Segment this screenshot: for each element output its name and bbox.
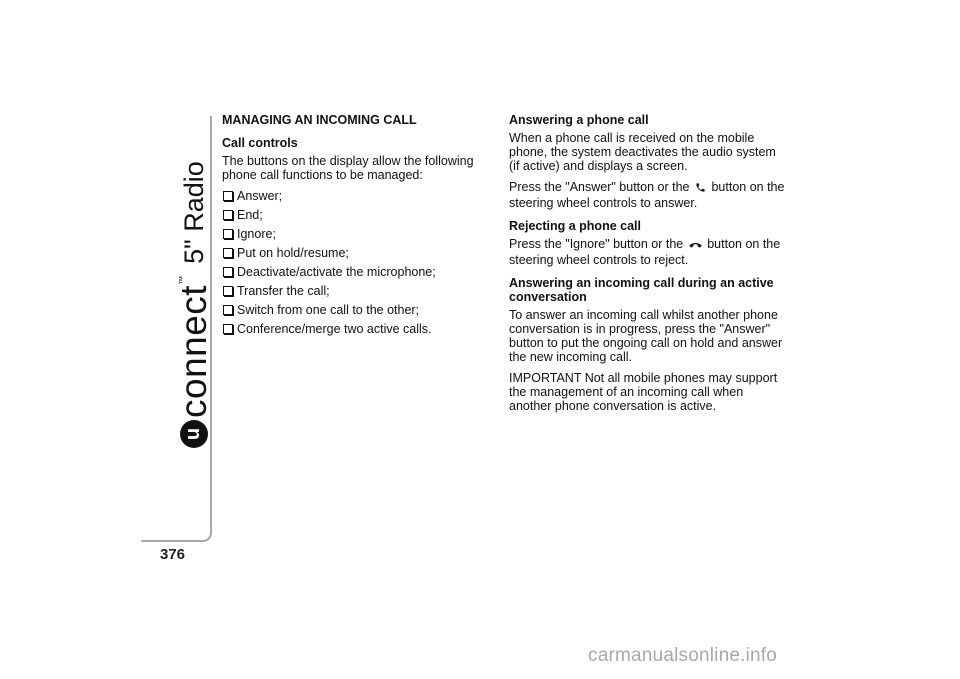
list-item: Put on hold/resume;: [222, 246, 494, 260]
uconnect-brand: [175, 161, 213, 448]
left-column: [222, 113, 494, 341]
list-item: Switch from one call to the other;: [222, 303, 494, 317]
phone-answer-icon: [695, 182, 706, 196]
call-controls-intro: The buttons on the display allow the following phone call functions to be managed:: [222, 154, 474, 182]
answering-para-1: When a phone call is received on the mobile phone, the system deactivates the audio system (if active) and displays a screen.: [509, 131, 776, 173]
brand-model: 5" Radio: [179, 161, 209, 264]
list-item: Answer;: [222, 189, 494, 203]
list-item: Transfer the call;: [222, 284, 494, 298]
rejecting-heading: Rejecting a phone call: [509, 219, 641, 233]
call-functions-list: [222, 189, 494, 336]
answering-para-2: Press the "Answer" button or the button on the steering wheel controls to answer.: [509, 180, 785, 210]
uconnect-logo-icon: u: [180, 420, 208, 448]
list-item: Deactivate/activate the microphone;: [222, 265, 494, 279]
rejecting-para: Press the "Ignore" button or the button on the steering wheel controls to reject.: [509, 237, 781, 267]
checkbox-bullet-icon: [223, 267, 233, 277]
answering-section: [509, 113, 787, 210]
brand-trademark: ™: [177, 275, 187, 285]
during-call-heading: Answering an incoming call during an active conversation: [509, 276, 774, 304]
checkbox-bullet-icon: [223, 286, 233, 296]
checkbox-bullet-icon: [223, 229, 233, 239]
during-call-para-2: IMPORTANT Not all mobile phones may support the management of an incoming call when another phone conversation is active.: [509, 371, 778, 413]
checkbox-bullet-icon: [223, 210, 233, 220]
rejecting-section: [509, 219, 787, 267]
checkbox-bullet-icon: [223, 191, 233, 201]
phone-hangup-icon: [689, 239, 702, 253]
during-call-section: [509, 276, 787, 413]
list-item: Conference/merge two active calls.: [222, 322, 494, 336]
list-item: End;: [222, 208, 494, 222]
during-call-para-1: To answer an incoming call whilst another phone conversation is in progress, press the "Answer" button to put the ongoing call on hold and answer the new incoming call.: [509, 308, 783, 364]
checkbox-bullet-icon: [223, 248, 233, 258]
right-column: [509, 113, 787, 422]
section-title: MANAGING AN INCOMING CALL: [222, 113, 417, 127]
list-item: Ignore;: [222, 227, 494, 241]
page-number: 376: [160, 546, 186, 563]
answering-heading: Answering a phone call: [509, 113, 649, 127]
checkbox-bullet-icon: [223, 324, 233, 334]
watermark: carmanualsonline.info: [588, 645, 778, 666]
checkbox-bullet-icon: [223, 305, 233, 315]
call-controls-heading: Call controls: [222, 136, 298, 150]
brand-word: connect: [173, 284, 214, 418]
